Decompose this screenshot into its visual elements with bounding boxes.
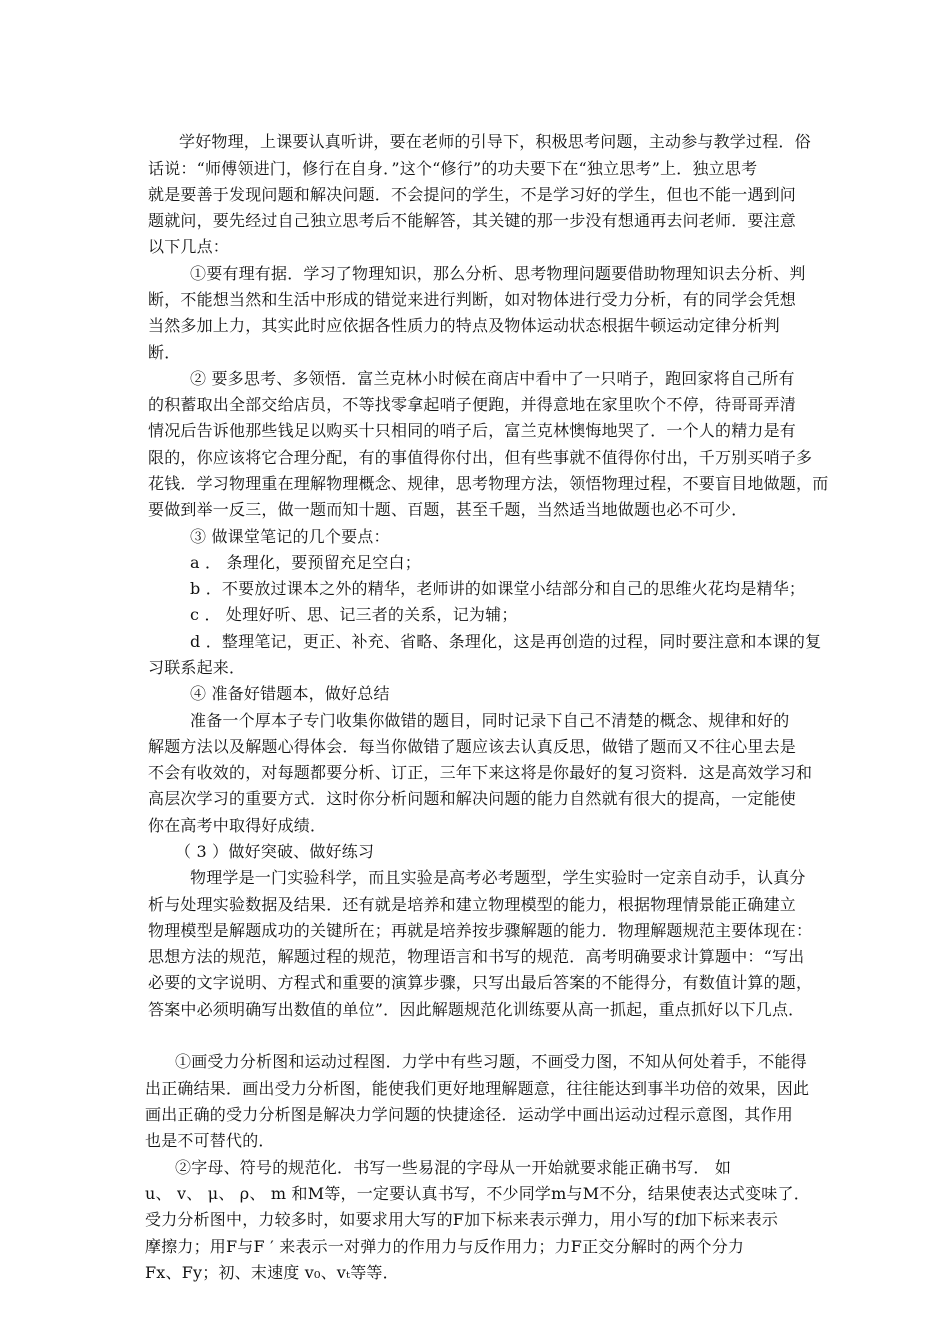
text-line: 以下几点：	[148, 237, 230, 256]
text-line: 画出正确的受力分析图是解决力学问题的快捷途径．运动学中画出运动过程示意图，其作用	[145, 1105, 794, 1124]
text-line: 出正确结果．画出受力分析图，能使我们更好地理解题意，往往能达到事半功倍的效果，因此	[145, 1079, 810, 1098]
text-line: 物理学是一门实验科学，而且实验是高考必考题型，学生实验时一定亲自动手，认真分	[190, 868, 806, 887]
text-line: 不会有收效的，对每题都要分析、订正，三年下来这将是你最好的复习资料．这是高效学习和	[148, 763, 813, 782]
text-line: ①要有理有据．学习了物理知识，那么分析、思考物理问题要借助物理知识去分析、判	[190, 264, 806, 283]
text-line: a ． 条理化，要预留充足空白；	[190, 553, 421, 572]
text-line: 题就问，要先经过自己独立思考后不能解答，其关键的那一步没有想通再去问老师．要注意	[148, 211, 797, 230]
text-line: 析与处理实验数据及结果．还有就是培养和建立物理模型的能力，根据物理情景能正确建立	[148, 895, 797, 914]
text-line: ② 要多思考、多领悟．富兰克林小时候在商店中看中了一只哨子，跑回家将自己所有	[190, 369, 795, 388]
text-line: ①画受力分析图和运动过程图．力学中有些习题，不画受力图，不知从何处着手，不能得	[175, 1052, 807, 1071]
text-line: （ 3 ）做好突破、做好练习	[175, 842, 375, 861]
text-line: Fx、Fy；初、末速度 v₀、vₜ等等．	[145, 1263, 399, 1282]
text-line: 要做到举一反三，做一题而知十题、百题，甚至千题，当然适当地做题也必不可少．	[148, 500, 748, 519]
text-line: 物理模型是解题成功的关键所在；再就是培养按步骤解题的能力．物理解题规范主要体现在：	[148, 921, 813, 940]
text-line: ②字母、符号的规范化．书写一些易混的字母从一开始就要求能正确书写． 如	[175, 1158, 732, 1177]
text-line: u、 v、 μ、 ρ、 m 和M等，一定要认真书写，不少同学m与M不分，结果使表达式变味了．	[145, 1184, 810, 1203]
text-line: ③ 做课堂笔记的几个要点：	[190, 527, 390, 546]
text-line: ④ 准备好错题本，做好总结	[190, 684, 390, 703]
text-line: 的积蓄取出全部交给店员，不等找零拿起哨子便跑，并得意地在家里吹个不停，待哥哥弄清	[148, 395, 797, 414]
text-line: 也是不可替代的．	[145, 1131, 275, 1150]
text-line: 准备一个厚本子专门收集你做错的题目，同时记录下自己不清楚的概念、规律和好的	[190, 711, 790, 730]
text-line: 思想方法的规范，解题过程的规范，物理语言和书写的规范．高考明确要求计算题中：“写出	[148, 947, 805, 966]
text-line: 习联系起来．	[148, 658, 246, 677]
text-line: 你在高考中取得好成绩．	[148, 816, 327, 835]
text-line: 断，不能想当然和生活中形成的错觉来进行判断，如对物体进行受力分析，有的同学会凭想	[148, 290, 797, 309]
text-line: 话说：“师傅领进门，修行在自身．”这个“修行”的功夫要下在“独立思考”上．独立思考	[148, 159, 758, 178]
text-line: 就是要善于发现问题和解决问题．不会提问的学生，不是学习好的学生，但也不能一遇到问	[148, 185, 797, 204]
text-line: 情况后告诉他那些钱足以购买十只相同的哨子后，富兰克林懊悔地哭了．一个人的精力是有	[148, 421, 797, 440]
text-line: c ． 处理好听、思、记三者的关系，记为辅；	[190, 605, 518, 624]
text-line: d ．整理笔记，更正、补充、省略、条理化，这是再创造的过程，同时要注意和本课的复	[190, 632, 822, 651]
text-line: 摩擦力；用F与F ′ 来表示一对弹力的作用力与反作用力；力F正交分解时的两个分力	[145, 1237, 745, 1256]
text-line: 解题方法以及解题心得体会．每当你做错了题应该去认真反思，做错了题而又不往心里去是	[148, 737, 797, 756]
text-line: 必要的文字说明、方程式和重要的演算步骤，只写出最后答案的不能得分，有数值计算的题，	[148, 973, 813, 992]
text-line: 限的，你应该将它合理分配，有的事值得你付出，但有些事就不值得你付出，千万别买哨子多	[148, 448, 813, 467]
text-line: 花钱．学习物理重在理解物理概念、规律，思考物理方法，领悟物理过程，不要盲目地做题，而	[148, 474, 829, 493]
text-line: 学好物理，上课要认真听讲，要在老师的引导下，积极思考问题，主动参与教学过程．俗	[179, 132, 811, 151]
text-line: 断．	[148, 343, 181, 362]
text-line: 高层次学习的重要方式．这时你分析问题和解决问题的能力自然就有很大的提高，一定能使	[148, 789, 797, 808]
text-line: 受力分析图中，力较多时，如要求用大写的F加下标来表示弹力，用小写的f加下标来表示	[145, 1210, 779, 1229]
text-line: b ．不要放过课本之外的精华，老师讲的如课堂小结部分和自己的思维火花均是精华；	[190, 579, 806, 598]
text-line: 当然多加上力，其实此时应依据各性质力的特点及物体运动状态根据牛顿运动定律分析判	[148, 316, 780, 335]
text-line: 答案中必须明确写出数值的单位”．因此解题规范化训练要从高一抓起，重点抓好以下几点．	[148, 1000, 805, 1019]
